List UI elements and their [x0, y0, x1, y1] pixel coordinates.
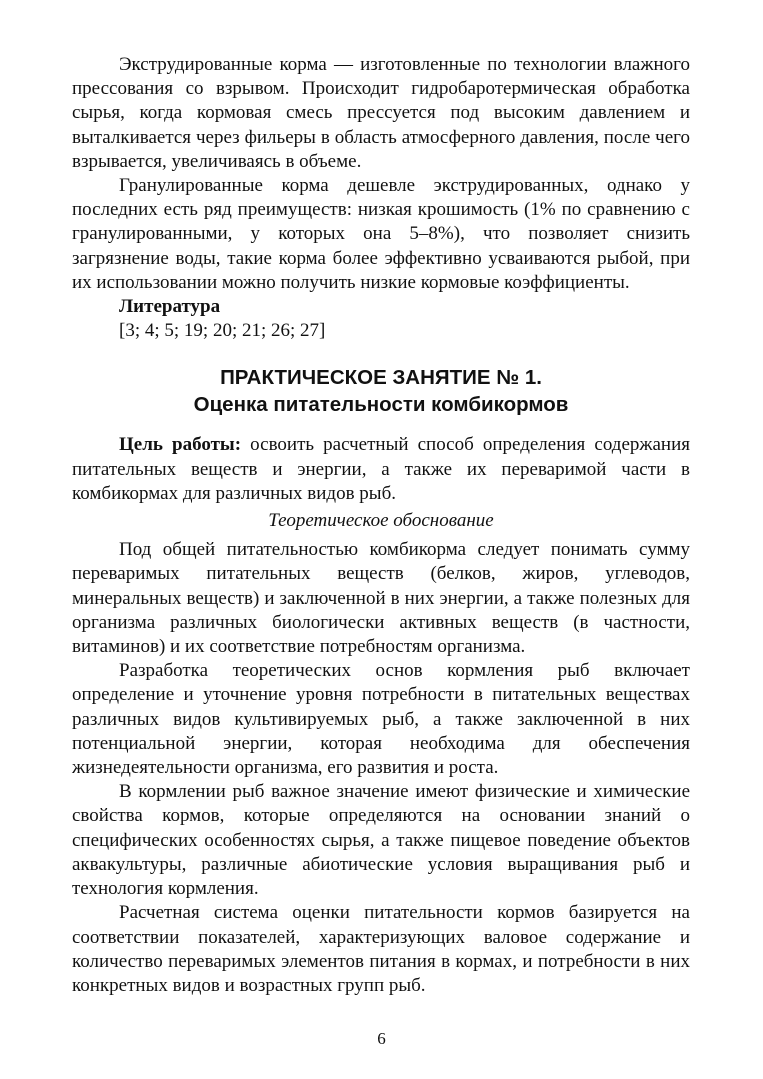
page-number: 6	[377, 1029, 386, 1048]
intro-paragraph-granulated: Гранулированные корма дешевле экструдированных, однако у последних есть ряд преимуществ: низкая крошимость (1% по сравнению с гранулированными, у которых она 5–8%), что позволяет снизить загрязнение воды, такие корма более эффективно усваиваются рыбой, при их использовании можно получить низкие кормовые коэффициенты.	[72, 175, 690, 293]
goal-paragraph	[72, 433, 690, 506]
goal-label: Цель работы:	[119, 434, 242, 456]
page-body	[72, 53, 690, 998]
theory-paragraph-1: Под общей питательностью комбикорма следует понимать сумму переваримых питательных веществ (белков, жиров, углеводов, минеральных веществ) и заключенной в них энергии, а также полезных для организма различных биологически активных веществ (в частности, витаминов) и их соответствие потребностям организма.	[72, 539, 690, 658]
goal-text: освоить расчетный способ определения содержания питательных веществ и энергии, а также их переваримой части в комбикормах для различных видов рыб.	[72, 434, 691, 504]
literature-refs: [3; 4; 5; 19; 20; 21; 26; 27]	[119, 320, 326, 342]
intro-paragraph-extruded: Экструдированные корма — изготовленные по технологии влажного прессования со взрывом. Происходит гидробаротермическая обработка сырья, когда кормовая смесь прессуется под высоким давлением и выталкивается через фильеры в область атмосферного давления, после чего взрывается, увеличиваясь в объеме.	[72, 54, 690, 172]
theory-paragraph-4: Расчетная система оценки питательности кормов базируется на соответствии показателей, характеризующих валовое содержание и количество переваримых элементов питания в кормах, и потребности в них конкретных видов и возрастных групп рыб.	[72, 902, 690, 996]
theory-paragraph-2: Разработка теоретических основ кормления рыб включает определение и уточнение уровня потребности в питательных веществах различных видов культивируемых рыб, а также заключенной в них потенциальной энергии, которая необходима для обеспечения жизнедеятельности организма, его развития и роста.	[72, 660, 690, 779]
practical-title: ПРАКТИЧЕСКОЕ ЗАНЯТИЕ № 1.	[220, 366, 542, 390]
theory-heading: Теоретическое обоснование	[268, 510, 494, 532]
literature-heading: Литература	[119, 296, 221, 318]
theory-paragraph-3: В кормлении рыб важное значение имеют физические и химические свойства кормов, которые определяются на основании знаний о специфических особенностях сырья, а также пищевое поведение объектов аквакультуры, различные абиотические условия выращивания рыб и технология кормления.	[72, 781, 690, 900]
practical-subtitle: Оценка питательности комбикормов	[193, 393, 569, 417]
